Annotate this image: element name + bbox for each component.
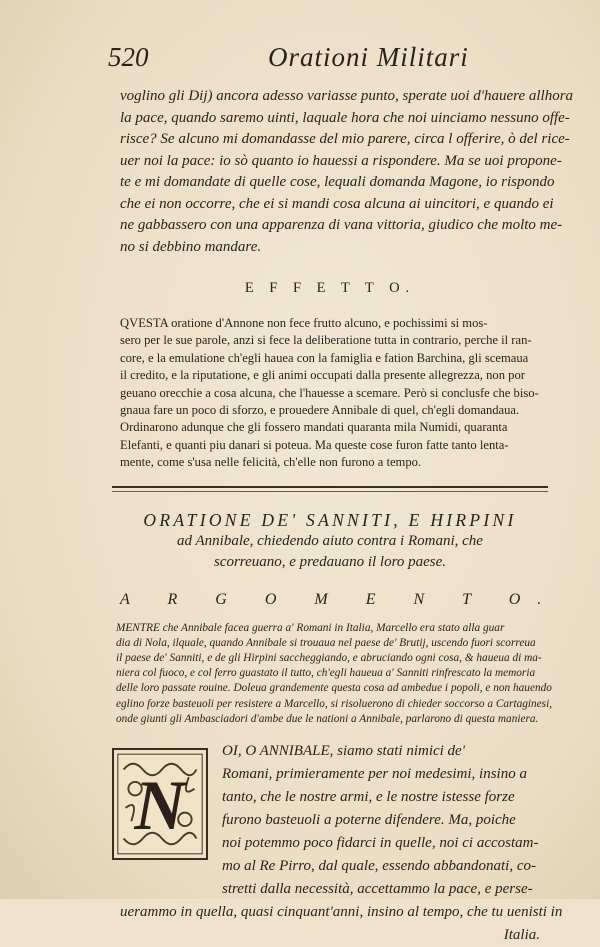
text-line: Ordinarono adunque che gli fossero mandati quaranta mila Numidi, quaranta (120, 420, 508, 435)
section-divider-thin (112, 491, 548, 492)
text-line: gnaua fare un poco di sforzo, e prouedere Annibale di quel, ch'egli domandaua. (120, 403, 520, 418)
text-line: onde giunti gli Ambasciadori d'ambe due le nationi a Annibale, parlarono di questa maniera. (116, 712, 539, 725)
text-line: Romani, primieramente per noi medesimi, insino a (222, 766, 527, 783)
argomento-paragraph (116, 621, 553, 727)
text-line: tanto, che le nostre armi, e le nostre istesse forze (222, 789, 515, 806)
text-line: mente, come s'usa nelle felicità, ch'elle non furono a tempo. (120, 455, 422, 470)
text-line: uerammo in quella, quasi cinquant'anni, insino al tempo, che tu uenisti in (120, 904, 563, 921)
text-line: te e mi domandate di quelle cose, lequali domanda Magone, io rispondo (120, 174, 555, 190)
text-line: risce? Se alcuno mi domandasse del mio parere, circa l offerire, ò del rice- (120, 131, 570, 147)
text-line: delle loro passate rouine. Doleua grandemente questa cosa ad ambedue i popoli, e non hauendo (116, 682, 552, 695)
intro-paragraph (120, 86, 574, 258)
text-line: che ei non occorre, che ei si mandi cosa alcuna ai uincitori, e quando ei (120, 195, 554, 212)
text-line: eglino forze basteuoli per resistere a Marcello, si risoluerono di chieder soccorso a Cartaginesi, (116, 697, 553, 710)
text-line: QVESTA oratione d'Annone non fece frutto alcuno, e pochissimi si mos- (120, 316, 488, 330)
text-line: noi potemmo poco fidarci in quelle, noi ci accostam- (222, 835, 539, 852)
page-number: 520 (108, 42, 149, 72)
text-line: niera col fuoco, e col ferro guastato il tutto, ch'egli haueua a' Sanniti rinfrescato la memoria (116, 667, 536, 680)
text-line: uer noi la pace: io sò quanto io hauessi a rispondere. Ma se uoi propone- (120, 152, 562, 169)
section-divider (112, 486, 548, 488)
oration-body (120, 740, 563, 947)
text-line: stretti dalla necessità, accettammo la pace, e perse- (222, 881, 533, 898)
text-line: la pace, quando saremo uinti, laquale hora che noi uinciamo nessuno offe- (120, 109, 570, 126)
text-line: il credito, e la riputatione, e gli animi occupati dalla presente allegrezza, non por (120, 368, 525, 383)
text-line: furono basteuoli a poterne difendere. Ma, poiche (222, 812, 516, 829)
decorated-initial-n (112, 748, 208, 860)
text-line: geuano orecchie a cosa alcuna, che l'hauesse a scemare. Però si conclusfe che biso- (120, 385, 539, 400)
argomento-heading: A R G O M E N T O. (120, 590, 559, 608)
oration-title (120, 510, 540, 573)
text-line: sero per le sue parole, anzi si fece la deliberatione tutta in contrario, perche il ran- (120, 333, 532, 348)
running-title: Orationi Militari (268, 42, 469, 72)
dropcap-letter: N (134, 766, 186, 845)
oration-subtitle-line: scorreuano, e predauano il loro paese. (213, 553, 447, 570)
text-line: dia di Nola, ilquale, quando Annibale si trouaua nel paese de' Brutij, uscendo fuori scorreua (116, 636, 536, 649)
effetto-heading: E F F E T T O. (244, 280, 416, 296)
text-line: il paese de' Sanniti, e de gli Hirpini saccheggiando, e abruciando ogni cosa, & haueua di ma- (116, 652, 542, 665)
text-line: Elefanti, e quanti piu danari si poteua. Ma queste cose furon fatte tanto lenta- (120, 437, 509, 452)
effetto-paragraph (120, 315, 540, 472)
page-header (108, 0, 540, 86)
text-line: ne gabbassero con una apparenza di vana vittoria, giudico che molto me- (120, 217, 563, 233)
text-line: OI, O ANNIBALE, siamo stati nimici de' (222, 743, 465, 760)
text-line: no si debbino mandare. (120, 238, 262, 255)
catchword: Italia. (503, 927, 540, 944)
text-line: mo al Re Pirro, dal quale, essendo abbandonati, co- (222, 858, 536, 875)
text-line: core, e la emulatione ch'egli haueа con la famiglia e fation Barchina, gli scemaua (120, 350, 529, 365)
oration-subtitle-line: ad Annibale, chiedendo aiuto contra i Romani, che (177, 532, 483, 549)
ornament-icon (114, 750, 206, 858)
text-line: MENTRE che Annibale faceа guerra a' Romani in Italia, Marcello era stato alla guar (116, 621, 505, 634)
oration-title-main: ORATIONE DE' SANNITI, E HIRPINI (143, 509, 517, 530)
text-line: voglino gli Dij) ancora adesso variasse punto, sperate uoi d'hauere allhora (120, 88, 574, 104)
